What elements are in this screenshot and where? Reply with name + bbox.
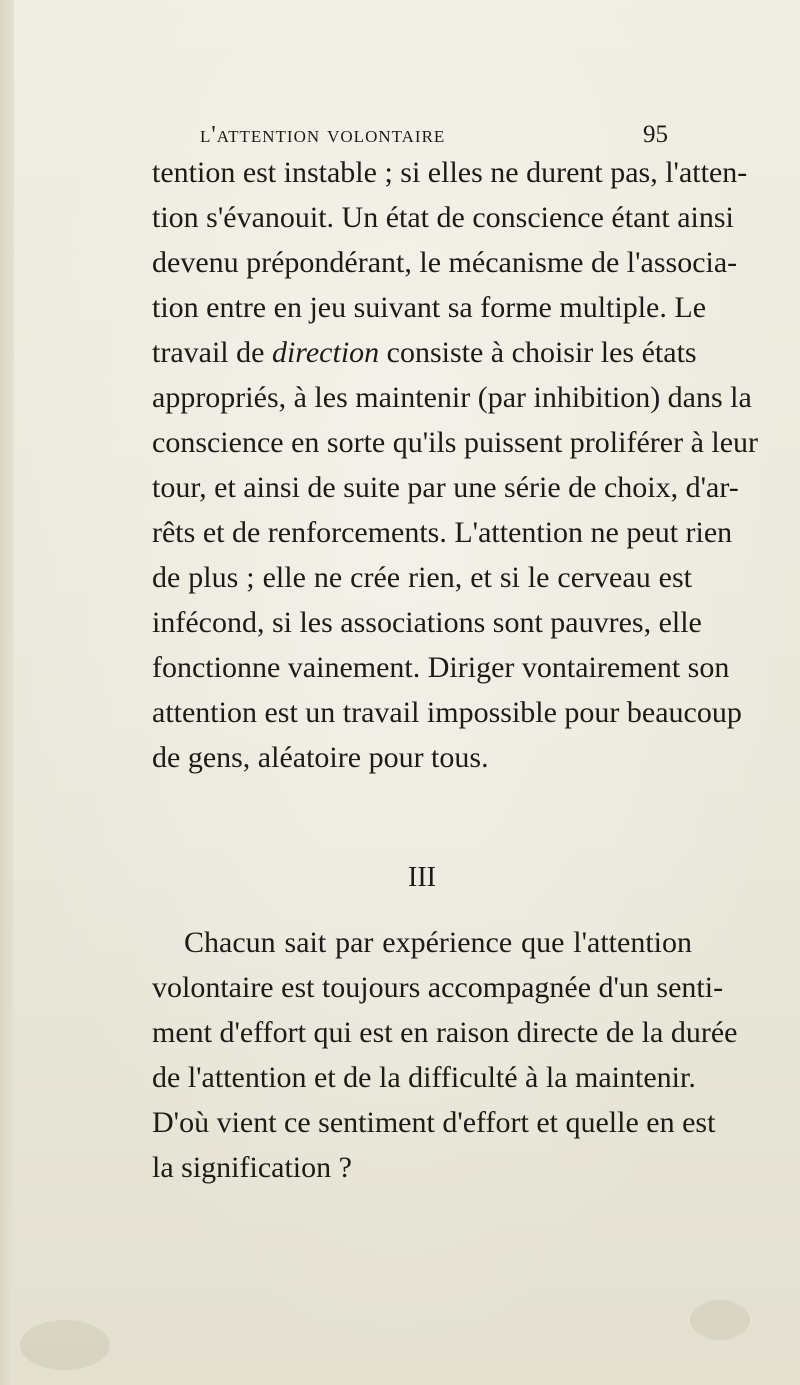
paragraph-2 — [152, 920, 738, 1190]
running-head: l'attention volontaire — [200, 122, 446, 148]
page-number: 95 — [643, 121, 668, 148]
text-line: infécond, si les associations sont pauvres, elle — [152, 606, 702, 639]
text-line: tion s'évanouit. Un état de conscience étant ainsi — [152, 201, 734, 234]
text-line: rêts et de renforcements. L'attention ne peut rien — [152, 516, 733, 549]
text-line: la signification ? — [152, 1151, 352, 1184]
text-line: tour, et ainsi de suite par une série de choix, d'ar- — [152, 471, 739, 504]
page-header — [160, 118, 700, 152]
text-line — [152, 330, 697, 375]
page-edge — [0, 0, 14, 1385]
text-line: conscience en sorte qu'ils puissent proliférer à leur — [152, 426, 759, 459]
text-line: D'où vient ce sentiment d'effort et quelle en est — [152, 1106, 716, 1139]
text-segment: travail de — [152, 336, 265, 369]
section-heading: III — [408, 862, 436, 893]
page-stain — [20, 1320, 110, 1370]
text-line: tion entre en jeu suivant sa forme multiple. Le — [152, 291, 707, 324]
text-line: de plus ; elle ne crée rien, et si le cerveau est — [152, 561, 692, 594]
text-line: fonctionne vainement. Diriger vontairement son — [152, 651, 730, 684]
text-line: tention est instable ; si elles ne durent pas, l'atten- — [152, 156, 748, 189]
italic-term: direction — [271, 336, 380, 369]
page-stain — [690, 1300, 750, 1340]
text-line: de gens, aléatoire pour tous. — [152, 741, 489, 774]
text-line: attention est un travail impossible pour beaucoup — [152, 696, 742, 729]
text-line: de l'attention et de la difficulté à la maintenir. — [152, 1061, 696, 1094]
text-line: devenu prépondérant, le mécanisme de l'associa- — [152, 246, 738, 279]
text-line: volontaire est toujours accompagnée d'un senti- — [152, 971, 724, 1004]
text-line: ment d'effort qui est en raison directe de la durée — [152, 1016, 738, 1049]
paragraph-1 — [152, 150, 759, 780]
text-line: appropriés, à les maintenir (par inhibition) dans la — [152, 381, 752, 414]
text-segment: consiste à choisir les états — [386, 336, 697, 369]
text-line: Chacun sait par expérience que l'attention — [184, 926, 692, 959]
